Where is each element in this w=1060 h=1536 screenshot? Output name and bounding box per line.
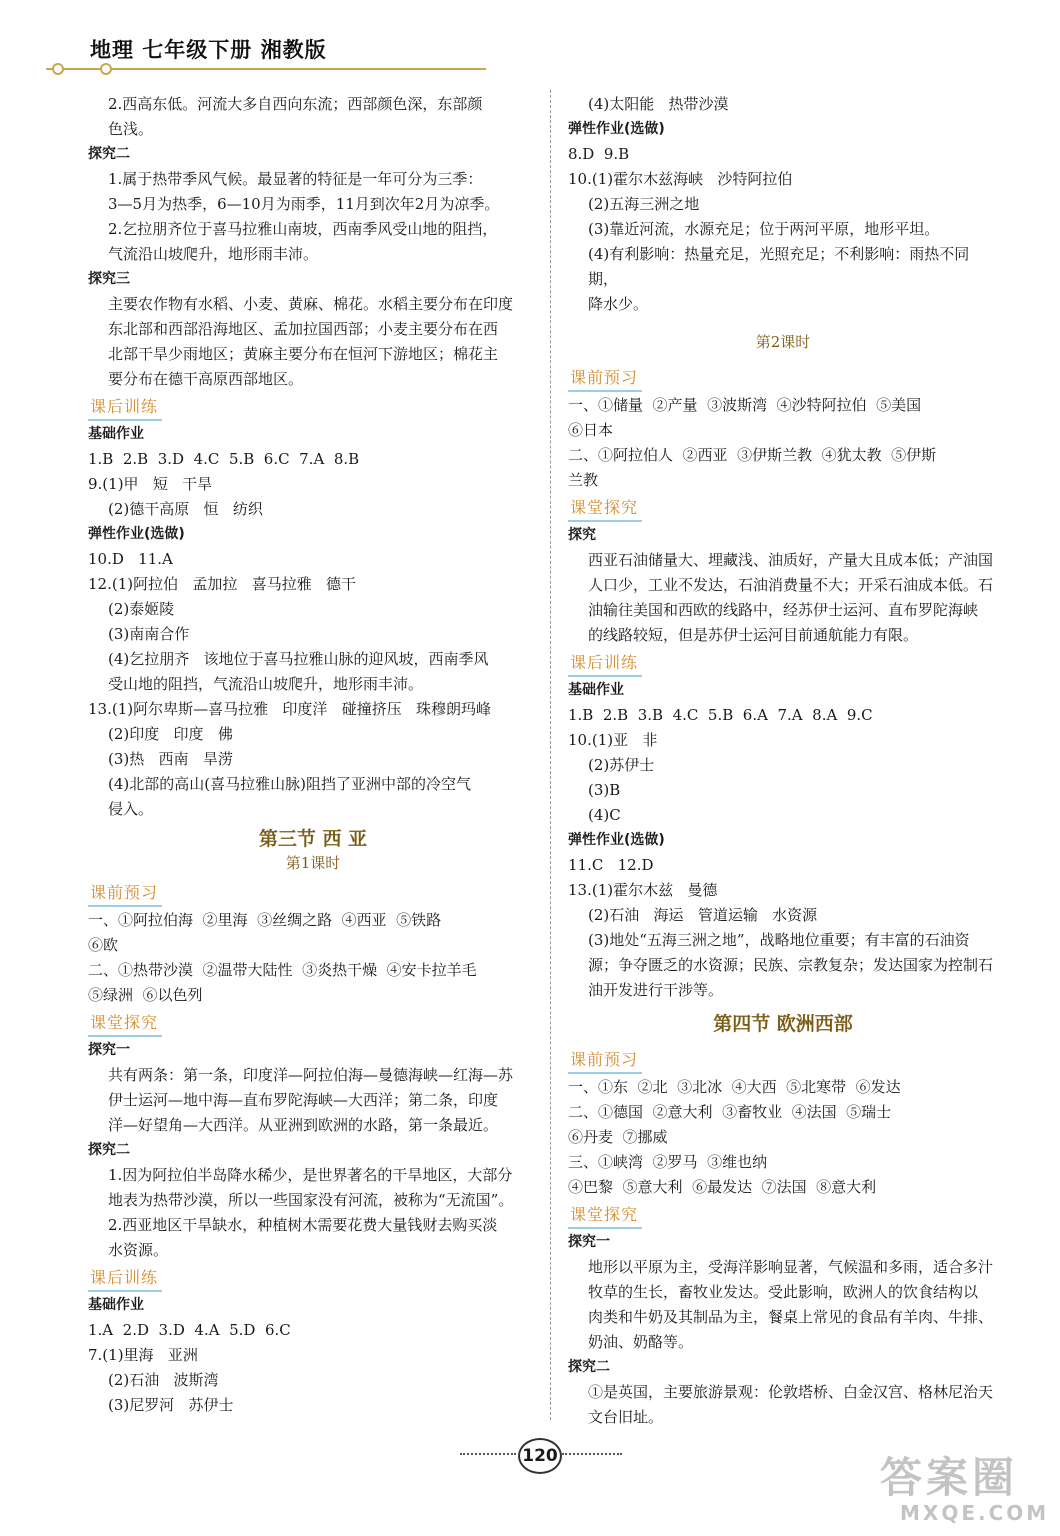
answer-line: 三、①峡湾 ②罗马 ③维也纳 <box>568 1153 768 1171</box>
answer-line: 1.B 2.B 3.D 4.C 5.B 6.C 7.A 8.B <box>88 450 360 468</box>
answer-line: ⑥日本 <box>568 421 614 439</box>
answer-line: (4)乞拉朋齐 该地位于喜马拉雅山脉的迎风坡，西南季风 <box>108 650 489 668</box>
subheading: 弹性作业(选做) <box>568 832 665 848</box>
text-line: 3—5月为热季，6—10月为雨季，11月到次年2月为凉季。 <box>108 195 500 213</box>
right-column <box>568 92 998 1430</box>
text-line: 地形以平原为主，受海洋影响显著，气候温和多雨，适合多汁 <box>588 1258 994 1276</box>
text-line: 伊士运河—地中海—直布罗陀海峡—大西洋；第二条，印度 <box>108 1091 499 1109</box>
answer-line: 一、①阿拉伯海 ②里海 ③丝绸之路 ④西亚 ⑤铁路 <box>88 911 442 929</box>
answer-line: 侵入。 <box>108 800 154 818</box>
text-line: 共有两条：第一条，印度洋—阿拉伯海—曼德海峡—红海—苏 <box>108 1066 514 1084</box>
subheading: 探究三 <box>88 271 130 287</box>
answer-line: (4)有利影响：热量充足，光照充足；不利影响：雨热不同期， <box>588 245 970 288</box>
section-label: 课前预习 <box>88 880 162 907</box>
subheading: 弹性作业(选做) <box>568 121 665 137</box>
answer-line: ⑥欧 <box>88 936 119 954</box>
text-line: 肉类和牛奶及其制品为主，餐桌上常见的食品有羊肉、牛排、 <box>588 1308 994 1326</box>
answer-line: 8.D 9.B <box>568 145 630 163</box>
answer-line: (2)石油 海运 管道运输 水资源 <box>588 906 818 924</box>
answer-line: 13.(1)霍尔木兹 曼德 <box>568 881 718 899</box>
answer-line: 12.(1)阿拉伯 孟加拉 喜马拉雅 德干 <box>88 575 357 593</box>
answer-line: 源；争夺匮乏的水资源；民族、宗教复杂；发达国家为控制石 <box>588 956 994 974</box>
subheading: 探究一 <box>568 1234 610 1250</box>
lesson-title: 第2课时 <box>755 333 811 351</box>
left-column <box>88 92 538 1418</box>
answer-line: 降水少。 <box>588 295 649 313</box>
section-label: 课堂探究 <box>88 1010 162 1037</box>
answer-line: 1.A 2.D 3.D 4.A 5.D 6.C <box>88 1321 291 1339</box>
answer-line: (2)泰姬陵 <box>108 600 175 618</box>
subheading: 基础作业 <box>88 1297 144 1313</box>
answer-line: (2)五海三洲之地 <box>588 195 700 213</box>
text-line: 主要农作物有水稻、小麦、黄麻、棉花。水稻主要分布在印度 <box>108 295 514 313</box>
answer-line: (3)尼罗河 苏伊士 <box>108 1396 234 1414</box>
section-label: 课后训练 <box>88 394 162 421</box>
answer-line: 二、①阿拉伯人 ②西亚 ③伊斯兰教 ④犹太教 ⑤伊斯 <box>568 446 937 464</box>
subheading: 基础作业 <box>568 682 624 698</box>
text-line: 北部干旱少雨地区；黄麻主要分布在恒河下游地区；棉花主 <box>108 345 499 363</box>
answer-line: 10.D 11.A <box>88 550 173 568</box>
chapter-title: 第四节 欧洲西部 <box>713 1013 853 1035</box>
answer-line: ⑤绿洲 ⑥以色列 <box>88 986 203 1004</box>
page-footer <box>470 1438 620 1472</box>
answer-line: (2)石油 波斯湾 <box>108 1371 219 1389</box>
answer-line: 油开发进行干涉等。 <box>588 981 724 999</box>
text-line: 2.乞拉朋齐位于喜马拉雅山南坡，西南季风受山地的阻挡， <box>108 220 498 238</box>
subheading: 探究二 <box>88 1142 130 1158</box>
answer-line: 二、①德国 ②意大利 ③畜牧业 ④法国 ⑤瑞士 <box>568 1103 892 1121</box>
answer-line: 10.(1)亚 非 <box>568 731 658 749</box>
subheading: 探究 <box>568 527 596 543</box>
text-line: 气流沿山坡爬升，地形雨丰沛。 <box>108 245 319 263</box>
section-label: 课堂探究 <box>568 495 642 522</box>
header-ornament-dot <box>100 63 112 75</box>
footer-dots <box>562 1453 622 1455</box>
answer-line: (4)北部的高山(喜马拉雅山脉)阻挡了亚洲中部的冷空气 <box>108 775 471 793</box>
header-ornament-dot <box>52 63 64 75</box>
text-line: 水资源。 <box>108 1241 169 1259</box>
text-line: 人口少，工业不发达，石油消费量不大；开采石油成本低。石 <box>588 576 994 594</box>
text-line: 油输往美国和西欧的线路中，经苏伊士运河、直布罗陀海峡 <box>588 601 979 619</box>
answer-line: 7.(1)里海 亚洲 <box>88 1346 198 1364</box>
text-line: 1.属于热带季风气候。最显著的特征是一年可分为三季： <box>108 170 483 188</box>
lesson-title: 第1课时 <box>285 854 341 872</box>
answer-line: (3)地处“五海三洲之地”，战略地位重要；有丰富的石油资 <box>588 931 970 949</box>
text-line: 牧草的生长，畜牧业发达。受此影响，欧洲人的饮食结构以 <box>588 1283 979 1301</box>
book-title: 地理 七年级下册 湘教版 <box>90 38 327 62</box>
text-line: 地表为热带沙漠，所以一些国家没有河流，被称为“无流国”。 <box>108 1191 514 1209</box>
text-line: 奶油、奶酪等。 <box>588 1333 694 1351</box>
text-line: 色浅。 <box>108 120 154 138</box>
text-line: 2.西高东低。河流大多自西向东流；西部颜色深，东部颜 <box>108 95 483 113</box>
section-label: 课后训练 <box>568 650 642 677</box>
header-rule <box>46 68 486 70</box>
answer-line: (3)B <box>588 781 621 799</box>
text-line: 2.西亚地区干旱缺水，种植树木需要花费大量钱财去购买淡 <box>108 1216 498 1234</box>
answer-line: 二、①热带沙漠 ②温带大陆性 ③炎热干燥 ④安卡拉羊毛 <box>88 961 477 979</box>
subheading: 弹性作业(选做) <box>88 526 185 542</box>
text-line: 洋—好望角—大西洋。从亚洲到欧洲的水路，第一条最近。 <box>108 1116 499 1134</box>
answer-line: 10.(1)霍尔木兹海峡 沙特阿拉伯 <box>568 170 793 188</box>
answer-line: (3)南南合作 <box>108 625 190 643</box>
answer-line: (2)苏伊士 <box>588 756 655 774</box>
text-line: 的线路较短，但是苏伊士运河目前通航能力有限。 <box>588 626 919 644</box>
subheading: 探究二 <box>568 1359 610 1375</box>
text-line: 文台旧址。 <box>588 1408 664 1426</box>
answer-line: 一、①储量 ②产量 ③波斯湾 ④沙特阿拉伯 ⑤美国 <box>568 396 922 414</box>
answer-line: (3)靠近河流，水源充足；位于两河平原，地形平坦。 <box>588 220 940 238</box>
answer-line: ⑥丹麦 ⑦挪威 <box>568 1128 668 1146</box>
page-number: 120 <box>518 1438 562 1474</box>
answer-line: 受山地的阻挡，气流沿山坡爬升，地形雨丰沛。 <box>108 675 424 693</box>
watermark-text: 答案圈 <box>880 1453 1019 1502</box>
text-line: 西亚石油储量大、埋藏浅、油质好，产量大且成本低；产油国 <box>588 551 994 569</box>
watermark-logo <box>880 1455 1050 1525</box>
answer-line: (2)德干高原 恒 纺织 <box>108 500 263 518</box>
subheading: 基础作业 <box>88 426 144 442</box>
answer-line: (2)印度 印度 佛 <box>108 725 233 743</box>
section-label: 课前预习 <box>568 365 642 392</box>
watermark-url: MXQE.COM <box>900 1501 1050 1525</box>
answer-line: 1.B 2.B 3.B 4.C 5.B 6.A 7.A 8.A 9.C <box>568 706 873 724</box>
section-label: 课堂探究 <box>568 1202 642 1229</box>
answer-line: 兰教 <box>568 471 599 489</box>
answer-line: 9.(1)甲 短 干旱 <box>88 475 213 493</box>
chapter-title: 第三节 西 亚 <box>258 828 368 850</box>
section-label: 课后训练 <box>88 1265 162 1292</box>
answer-line: 一、①东 ②北 ③北冰 ④大西 ⑤北寒带 ⑥发达 <box>568 1078 901 1096</box>
answer-line: 11.C 12.D <box>568 856 654 874</box>
text-line: 东北部和西部沿海地区、孟加拉国西部；小麦主要分布在西 <box>108 320 499 338</box>
subheading: 探究一 <box>88 1042 130 1058</box>
answer-line: ④巴黎 ⑤意大利 ⑥最发达 ⑦法国 ⑧意大利 <box>568 1178 877 1196</box>
section-label: 课前预习 <box>568 1047 642 1074</box>
answer-line: (3)热 西南 旱涝 <box>108 750 233 768</box>
subheading: 探究二 <box>88 146 130 162</box>
footer-dots <box>460 1453 516 1455</box>
answer-line: (4)太阳能 热带沙漠 <box>588 95 729 113</box>
text-line: 1.因为阿拉伯半岛降水稀少，是世界著名的干旱地区，大部分 <box>108 1166 513 1184</box>
column-divider <box>550 90 551 1420</box>
answer-line: 13.(1)阿尔卑斯—喜马拉雅 印度洋 碰撞挤压 珠穆朗玛峰 <box>88 700 492 718</box>
answer-line: (4)C <box>588 806 621 824</box>
text-line: ①是英国，主要旅游景观：伦敦塔桥、白金汉宫、格林尼治天 <box>588 1383 994 1401</box>
text-line: 要分布在德干高原西部地区。 <box>108 370 304 388</box>
